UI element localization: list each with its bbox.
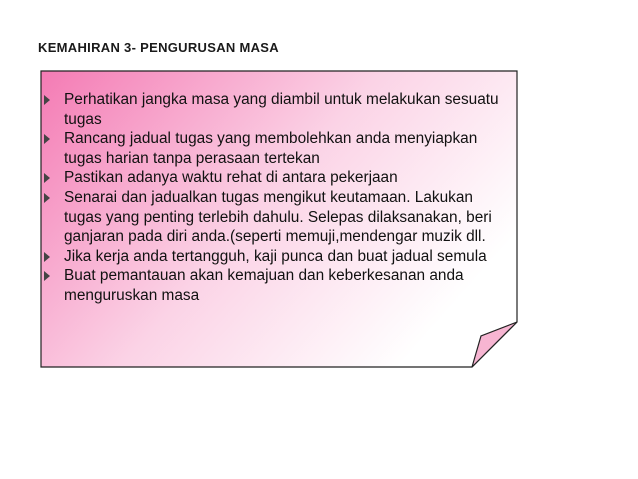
note-card	[40, 70, 518, 368]
list-item	[44, 90, 514, 129]
arrow-bullet-icon	[44, 193, 50, 203]
bullet-text: Perhatikan jangka masa yang diambil untuk melakukan sesuatu tugas	[64, 91, 499, 128]
list-item	[44, 168, 514, 188]
slide-title: KEMAHIRAN 3- PENGURUSAN MASA	[38, 40, 279, 55]
bullet-list	[44, 90, 514, 306]
arrow-bullet-icon	[44, 134, 50, 144]
bullet-text: Jika kerja anda tertangguh, kaji punca dan buat jadual semula	[64, 247, 487, 265]
list-item	[44, 266, 514, 305]
arrow-bullet-icon	[44, 252, 50, 262]
bullet-text: Rancang jadual tugas yang membolehkan anda menyiapkan tugas harian tanpa perasaan tertekan	[64, 130, 478, 167]
arrow-bullet-icon	[44, 271, 50, 281]
arrow-bullet-icon	[44, 95, 50, 105]
list-item	[44, 247, 514, 267]
arrow-bullet-icon	[44, 173, 50, 183]
list-item	[44, 129, 514, 168]
bullet-text: Buat pemantauan akan kemajuan dan keberkesanan anda menguruskan masa	[64, 267, 464, 304]
list-item	[44, 188, 514, 247]
bullet-text: Senarai dan jadualkan tugas mengikut keutamaan. Lakukan tugas yang penting terlebih dahulu. Selepas dilaksanakan, beri ganjaran pada diri anda.(seperti memuji,mendengar muzik dll.	[64, 188, 492, 246]
bullet-text: Pastikan adanya waktu rehat di antara pekerjaan	[64, 169, 398, 187]
